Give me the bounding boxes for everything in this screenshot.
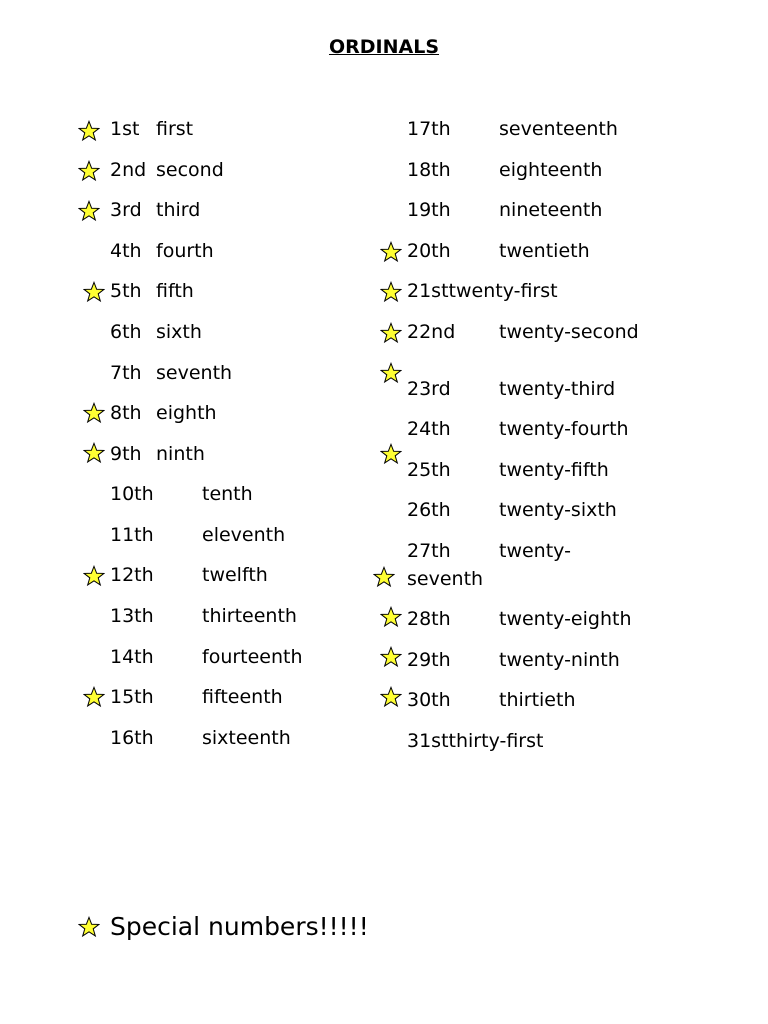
ordinal-word: sixteenth <box>202 727 291 749</box>
ordinal-number: 6th <box>110 321 142 343</box>
star-icon <box>78 916 100 938</box>
list-item <box>110 483 253 505</box>
list-item <box>110 321 202 343</box>
list-item <box>407 418 629 440</box>
ordinal-number: 10th <box>110 483 154 505</box>
list-item <box>407 321 639 343</box>
star-icon <box>373 566 395 588</box>
ordinal-number: 29th <box>407 649 451 671</box>
ordinal-number: 2nd <box>110 159 147 181</box>
star-icon <box>380 362 402 384</box>
ordinal-word: twenty- <box>499 540 571 562</box>
star-icon <box>380 606 402 628</box>
ordinal-word: thirty-first <box>448 730 544 752</box>
ordinal-word: twenty-fifth <box>499 459 609 481</box>
list-item <box>110 727 291 749</box>
special-numbers-heading: Special numbers!!!!! <box>110 912 369 941</box>
ordinal-number: 22nd <box>407 321 456 343</box>
ordinal-word: twenty-sixth <box>499 499 617 521</box>
ordinal-word: ninth <box>156 443 205 465</box>
list-item <box>110 240 214 262</box>
ordinal-word: tenth <box>202 483 253 505</box>
ordinal-number: 14th <box>110 646 154 668</box>
ordinal-number: 26th <box>407 499 451 521</box>
star-icon <box>380 281 402 303</box>
ordinal-number: 8th <box>110 402 142 424</box>
ordinal-number: 18th <box>407 159 451 181</box>
ordinal-word: second <box>156 159 224 181</box>
ordinal-number: 27th <box>407 540 451 562</box>
list-item <box>407 689 576 711</box>
list-item <box>110 686 283 708</box>
list-item <box>110 646 303 668</box>
star-icon <box>83 686 105 708</box>
star-icon <box>83 281 105 303</box>
ordinal-word: fifth <box>156 280 194 302</box>
ordinal-number: 3rd <box>110 199 142 221</box>
ordinal-number: 13th <box>110 605 154 627</box>
list-item <box>110 443 205 465</box>
star-icon <box>380 686 402 708</box>
ordinal-number: 23rd <box>407 378 451 400</box>
list-item <box>407 159 602 181</box>
ordinal-word: eleventh <box>202 524 286 546</box>
ordinal-word: eighth <box>156 402 217 424</box>
list-item <box>407 118 618 140</box>
ordinal-number: 28th <box>407 608 451 630</box>
list-item <box>407 378 615 400</box>
star-icon <box>83 402 105 424</box>
ordinal-number: 17th <box>407 118 451 140</box>
page-title: ORDINALS <box>328 36 440 58</box>
ordinal-word: twelfth <box>202 564 268 586</box>
star-icon <box>83 442 105 464</box>
ordinal-word: twenty-fourth <box>499 418 629 440</box>
list-item <box>407 199 602 221</box>
ordinal-number: 21st <box>407 280 449 302</box>
ordinal-number: 1st <box>110 118 140 140</box>
ordinal-number: 16th <box>110 727 154 749</box>
list-item <box>407 459 609 481</box>
ordinal-number: 24th <box>407 418 451 440</box>
ordinal-word: thirtieth <box>499 689 576 711</box>
list-item <box>407 608 632 630</box>
star-icon <box>78 120 100 142</box>
star-icon <box>380 322 402 344</box>
star-icon <box>380 646 402 668</box>
ordinal-word: sixth <box>156 321 202 343</box>
ordinal-word: third <box>156 199 201 221</box>
list-item <box>407 730 543 752</box>
ordinal-word: fourteenth <box>202 646 303 668</box>
list-item <box>110 564 268 586</box>
ordinal-word: twenty-second <box>499 321 639 343</box>
ordinal-number: 11th <box>110 524 154 546</box>
ordinal-number: 7th <box>110 362 142 384</box>
list-item <box>110 199 200 221</box>
ordinal-word: twenty-third <box>499 378 616 400</box>
ordinal-word: fourth <box>156 240 214 262</box>
ordinal-word: twenty-eighth <box>499 608 632 630</box>
list-item <box>110 159 224 181</box>
list-item <box>110 280 194 302</box>
ordinal-number: 25th <box>407 459 451 481</box>
list-item <box>110 402 217 424</box>
list-item <box>407 240 590 262</box>
ordinal-word: twenty-first <box>448 280 558 302</box>
ordinal-number: 31st <box>407 730 449 752</box>
ordinal-number: 12th <box>110 564 154 586</box>
ordinal-word: seventh <box>156 362 233 384</box>
ordinal-word: nineteenth <box>499 199 603 221</box>
ordinal-number: 20th <box>407 240 451 262</box>
ordinal-word-continued: seventh <box>407 568 484 590</box>
ordinal-word: thirteenth <box>202 605 297 627</box>
list-item <box>407 540 571 562</box>
ordinal-word: seventeenth <box>499 118 618 140</box>
list-item <box>110 605 297 627</box>
star-icon <box>380 241 402 263</box>
list-item <box>110 118 193 140</box>
list-item <box>407 649 620 671</box>
list-item <box>407 280 558 302</box>
ordinal-number: 30th <box>407 689 451 711</box>
ordinal-number: 4th <box>110 240 142 262</box>
ordinal-word: twentieth <box>499 240 590 262</box>
ordinal-word: twenty-ninth <box>499 649 620 671</box>
ordinal-number: 5th <box>110 280 142 302</box>
star-icon <box>380 443 402 465</box>
list-item <box>110 524 285 546</box>
ordinal-number: 19th <box>407 199 451 221</box>
ordinal-word: first <box>156 118 194 140</box>
star-icon <box>78 160 100 182</box>
ordinal-number: 15th <box>110 686 154 708</box>
star-icon <box>83 565 105 587</box>
ordinal-word: eighteenth <box>499 159 603 181</box>
list-item <box>110 362 232 384</box>
ordinal-word: fifteenth <box>202 686 283 708</box>
star-icon <box>78 200 100 222</box>
list-item <box>407 499 617 521</box>
ordinal-number: 9th <box>110 443 142 465</box>
